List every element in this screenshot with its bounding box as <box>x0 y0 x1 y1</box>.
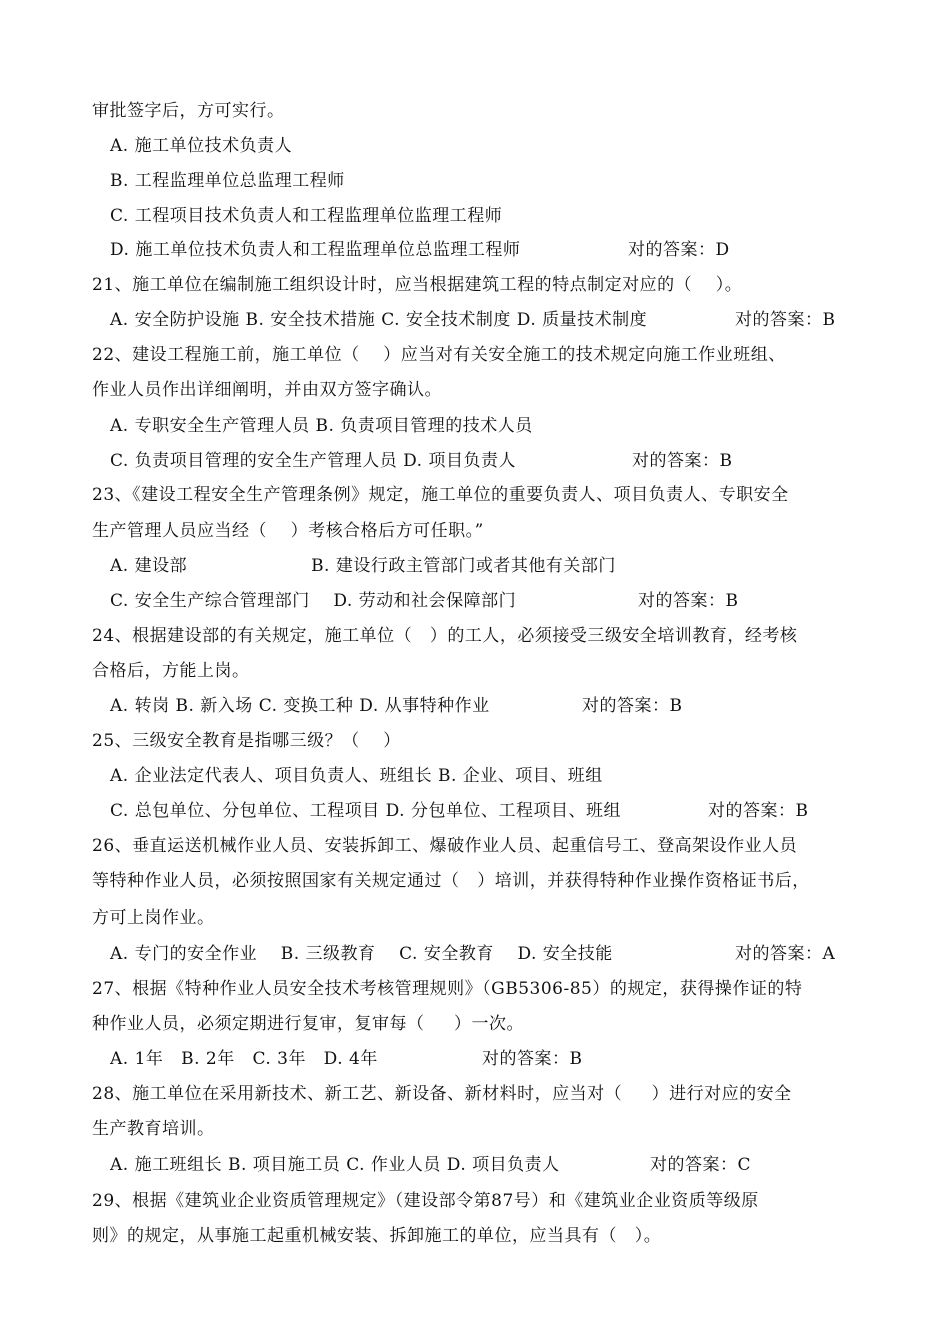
answer-label: 对的答案：B <box>582 696 683 716</box>
option-line: C. 安全生产综合管理部门 D. 劳动和社会保障部门 <box>110 591 517 611</box>
option-line: A. 施工班组长 B. 项目施工员 C. 作业人员 D. 项目负责人 <box>110 1155 560 1175</box>
option-line: B. 工程监理单位总监理工程师 <box>110 171 345 191</box>
option-line: D. 施工单位技术负责人和工程监理单位总监理工程师 <box>110 240 521 260</box>
question-line: 25、三级安全教育是指哪三级？（ ） <box>92 731 401 751</box>
option-line: A. 转岗 B. 新入场 C. 变换工种 D. 从事特种作业 <box>110 696 490 716</box>
question-line: 21、施工单位在编制施工组织设计时，应当根据建筑工程的特点制定对应的（ ）。 <box>92 275 743 295</box>
question-line: 等特种作业人员，必须按照国家有关规定通过（ ）培训，并获得特种作业操作资格证书后， <box>92 871 810 891</box>
question-line: 26、垂直运送机械作业人员、安装拆卸工、爆破作业人员、起重信号工、登高架设作业人员 <box>92 836 798 856</box>
answer-label: 对的答案：A <box>735 944 836 964</box>
answer-label: 对的答案：B <box>708 801 809 821</box>
question-line: 22、建设工程施工前，施工单位（ ）应当对有关安全施工的技术规定向施工作业班组、 <box>92 345 786 365</box>
option-line: A. 安全防护设施 B. 安全技术措施 C. 安全技术制度 D. 质量技术制度 <box>110 310 648 330</box>
option-line: A. 施工单位技术负责人 <box>110 136 293 156</box>
question-line: 生产教育培训。 <box>92 1119 215 1139</box>
answer-label: 对的答案：B <box>735 310 836 330</box>
question-line: 23、《建设工程安全生产管理条例》规定，施工单位的重要负责人、项目负责人、专职安全 <box>92 485 789 505</box>
question-line: 27、根据《特种作业人员安全技术考核管理规则》（GB5306-85）的规定，获得操作证的特 <box>92 979 803 999</box>
question-line: 生产管理人员应当经（ ）考核合格后方可任职。” <box>92 521 484 541</box>
answer-label: 对的答案：C <box>650 1155 752 1175</box>
question-line: 种作业人员，必须定期进行复审，复审每（ ）一次。 <box>92 1014 525 1034</box>
option-line: A. 1年 B. 2年 C. 3年 D. 4年 <box>110 1049 378 1069</box>
option-line: A. 专职安全生产管理人员 B. 负责项目管理的技术人员 <box>110 416 533 436</box>
question-line: 作业人员作出详细阐明，并由双方签字确认。 <box>92 380 442 400</box>
question-line: 方可上岗作业。 <box>92 908 215 928</box>
option-line: C. 总包单位、分包单位、工程项目 D. 分包单位、工程项目、班组 <box>110 801 621 821</box>
text-line: 审批签字后，方可实行。 <box>92 101 285 121</box>
answer-label: 对的答案：B <box>482 1049 583 1069</box>
question-line: 28、施工单位在采用新技术、新工艺、新设备、新材料时，应当对（ ）进行对应的安全 <box>92 1084 792 1104</box>
answer-label: 对的答案：B <box>638 591 739 611</box>
question-line: 合格后，方能上岗。 <box>92 661 250 681</box>
option-line: A. 建设部 B. 建设行政主管部门或者其他有关部门 <box>110 556 616 576</box>
answer-label: 对的答案：D <box>628 240 730 260</box>
answer-label: 对的答案：B <box>632 451 733 471</box>
option-line: A. 企业法定代表人、项目负责人、班组长 B. 企业、项目、班组 <box>110 766 603 786</box>
question-line: 24、根据建设部的有关规定，施工单位（ ）的工人，必须接受三级安全培训教育，经考核 <box>92 626 798 646</box>
question-line: 则》的规定，从事施工起重机械安装、拆卸施工的单位，应当具有（ ）。 <box>92 1226 662 1246</box>
option-line: A. 专门的安全作业 B. 三级教育 C. 安全教育 D. 安全技能 <box>110 944 613 964</box>
question-line: 29、根据《建筑业企业资质管理规定》（建设部令第87号）和《建筑业企业资质等级原 <box>92 1191 759 1211</box>
option-line: C. 工程项目技术负责人和工程监理单位监理工程师 <box>110 206 503 226</box>
option-line: C. 负责项目管理的安全生产管理人员 D. 项目负责人 <box>110 451 516 471</box>
